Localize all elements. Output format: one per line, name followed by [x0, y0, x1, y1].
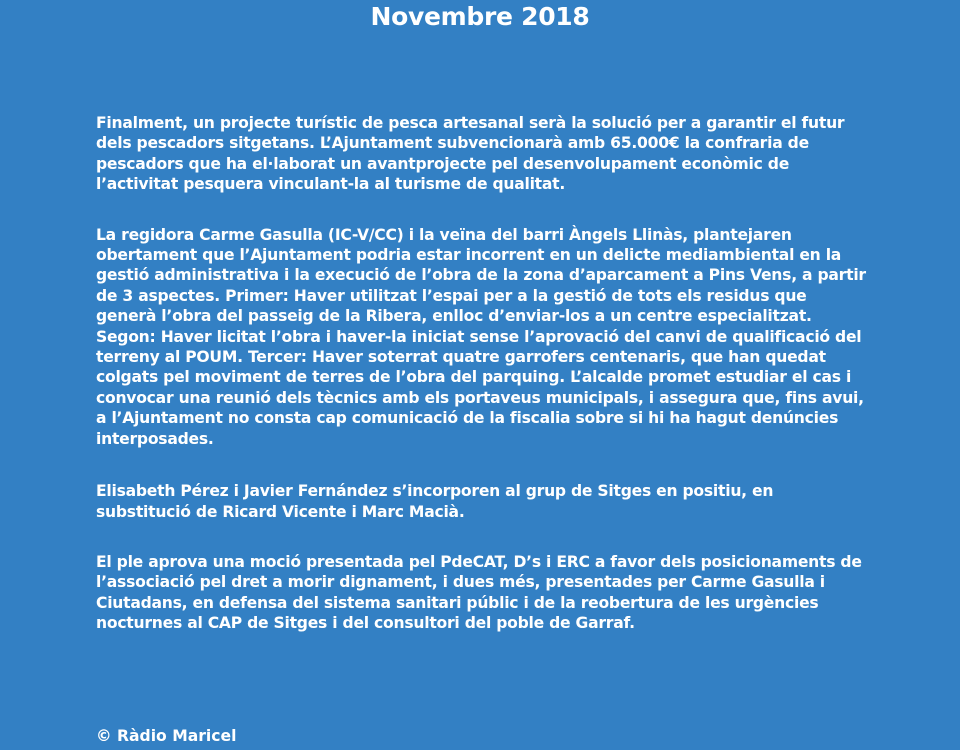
paragraph-fishing-project: Finalment, un projecte turístic de pesca artesanal serà la solució per a garantir el futur dels pescadors sitgetans. L’Ajuntament subvencionarà amb 65.000€ la confraria de pescadors que ha el·laborat un avantprojecte pel desenvolupament econòmic de l’activitat pesquera vinculant-la al turisme de qualitat. — [96, 114, 845, 194]
paragraph-plenary-motion: El ple aprova una moció presentada pel PdeCAT, D’s i ERC a favor dels posicionaments de l’associació pel dret a morir dignament, i dues més, presentades per Carme Gasulla i Ciutadans, en defensa del sistema sanitari públic i de la reobertura de les urgències nocturnes al CAP de Sitges i del consultori del poble de Garraf. — [96, 552, 862, 633]
article-body — [96, 113, 866, 664]
page-title: Novembre 2018 — [370, 2, 590, 31]
copyright-footer: © Ràdio Maricel — [96, 727, 237, 745]
paragraph-environmental-complaint: La regidora Carme Gasulla (IC-V/CC) i la veïna del barri Àngels Llinàs, plantejaren obertament que l’Ajuntament podria estar incorrent en un delicte mediambiental en la gestió administrativa i la execució de l’obra de la zona d’aparcament a Pins Vens, a partir de 3 aspectes. Primer: Haver utilitzat l’espai per a la gestió de tots els residus que generà l’obra del passeig de la Ribera, enlloc d’enviar-los a un centre especialitzat. Segon: Haver licitat l’obra i haver-la iniciat sense l’aprovació del canvi de qualificació del terreny al POUM. Tercer: Haver soterrat quatre garrofers centenaris, que han quedat colgats pel moviment de terres de l’obra del parquing. L’alcalde promet estudiar el cas i convocar una reunió dels tècnics amb els portaveus municipals, i assegura que, fins avui, a l’Ajuntament no consta cap comunicació de la fiscalia sobre si hi ha hagut denúncies interposades. — [96, 225, 866, 448]
paragraph-group-members: Elisabeth Pérez i Javier Fernández s’incorporen al grup de Sitges en positiu, en substitució de Ricard Vicente i Marc Macià. — [96, 482, 774, 521]
